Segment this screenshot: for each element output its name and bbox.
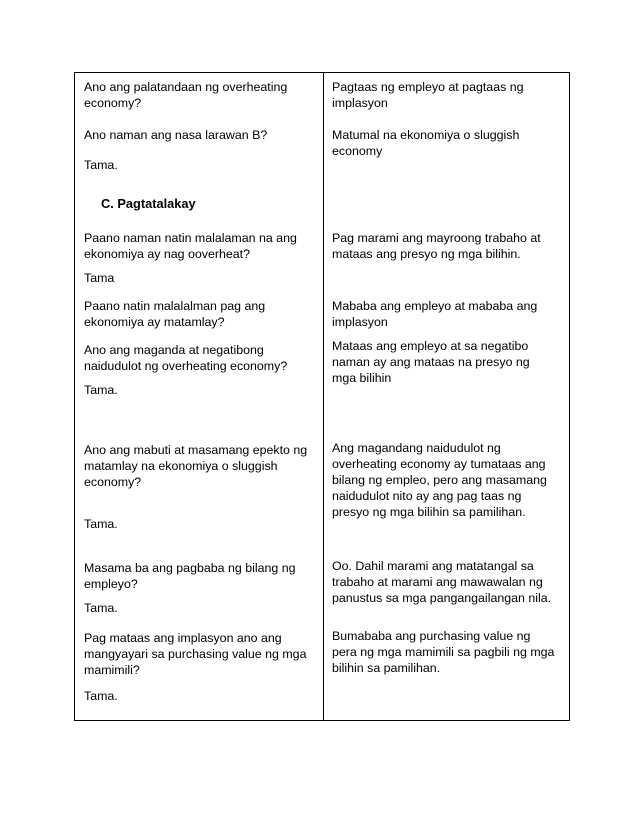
answer-text: Bumababa ang purchasing value ng pera ng mga mamimili sa pagbili ng mga bilihin sa pamilihan. [332,629,555,675]
question-text: Masama ba ang pagbaba ng bilang ng empleyo? [84,561,296,591]
response-text: Tama. [84,517,118,531]
response-text: Tama [84,271,115,285]
column-divider [323,73,324,720]
question-text: Ano ang mabuti at masamang epekto ng matamlay na ekonomiya o sluggish economy? [84,443,308,489]
answer-text: Mataas ang empleyo at sa negatibo naman ay ang mataas na presyo ng mga bilihin [332,339,530,385]
section-heading: C. Pagtatalakay [101,195,196,211]
question-text: Ano ang maganda at negatibong naidudulot ng overheating economy? [84,343,288,373]
question-text: Paano naman natin malalaman na ang ekonomiya ay nag ooverheat? [84,231,297,261]
question-text: Pag mataas ang implasyon ano ang mangyayari sa purchasing value ng mga mamimili? [84,631,307,677]
answer-text: Oo. Dahil marami ang matatangal sa trabaho at marami ang mawawalan ng panustus sa mga pangangailangan nila. [332,559,552,605]
answer-text: Matumal na ekonomiya o sluggish economy [332,128,520,158]
question-text: Ano naman ang nasa larawan B? [84,128,268,142]
answer-text: Ang magandang naidudulot ng overheating economy ay tumataas ang bilang ng empleo, pero ang masamang naidudulot nito ay ang pag taas ng presyo ng mga bilihin sa pamilihan. [332,441,547,519]
answer-text: Pagtaas ng empleyo at pagtaas ng implasyon [332,80,524,110]
response-text: Tama. [84,383,118,397]
qa-table [74,72,570,721]
response-text: Tama. [84,689,118,703]
question-text: Ano ang palatandaan ng overheating economy? [84,80,288,110]
response-text: Tama. [84,158,118,172]
response-text: Tama. [84,601,118,615]
question-text: Paano natin malalalman pag ang ekonomiya ay matamlay? [84,299,266,329]
answer-text: Mababa ang empleyo at mababa ang implasyon [332,299,538,329]
answer-text: Pag marami ang mayroong trabaho at mataas ang presyo ng mga bilihin. [332,231,541,261]
